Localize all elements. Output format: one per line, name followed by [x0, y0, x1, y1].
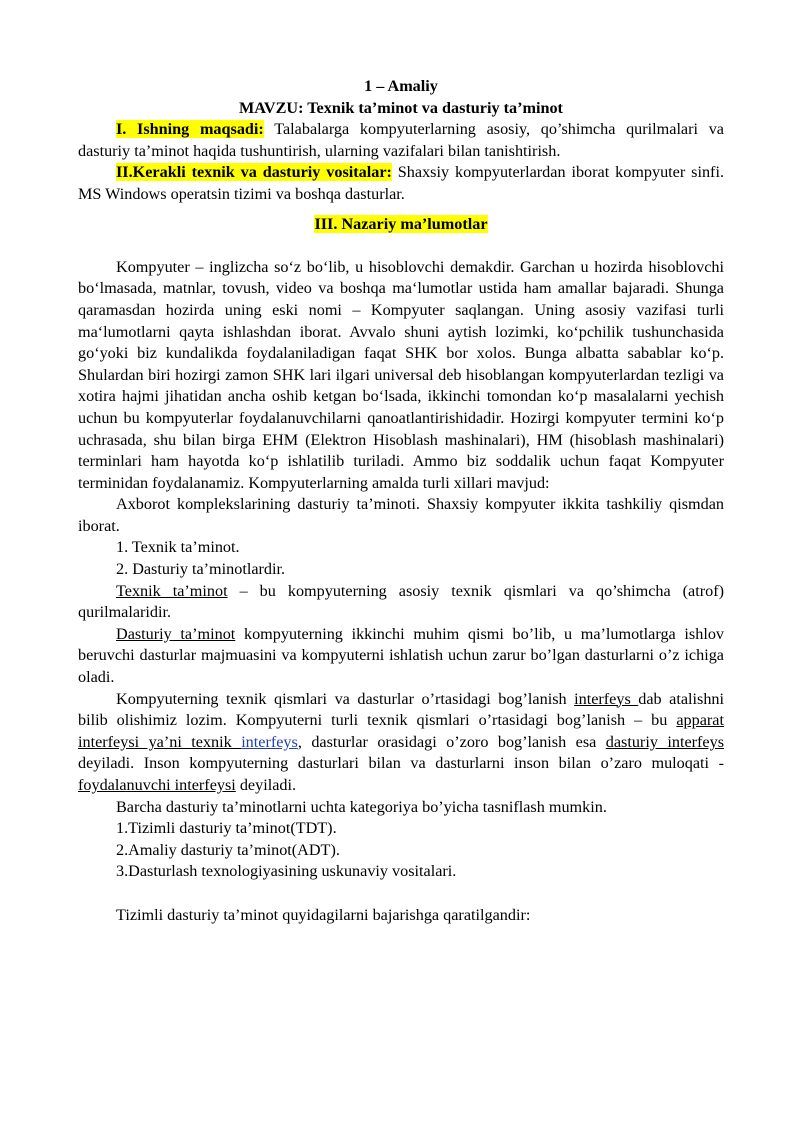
hardware-definition: Texnik ta’minot – bu kompyuterning asosiy texnik qismlari va qo’shimcha (atrof) qurilmalaridir.	[78, 581, 724, 622]
software-term: Dasturiy ta’minot	[116, 624, 236, 643]
list-item-technical: 1. Texnik ta’minot.	[116, 538, 240, 557]
goal-paragraph	[78, 119, 724, 162]
hardware-term: Texnik ta’minot	[116, 581, 228, 600]
software-interface-term: dasturiy interfeys	[605, 732, 724, 751]
software-intro-paragraph: Axborot komplekslarining dasturiy ta’minoti. Shaxsiy kompyuter ikkita tashkiliy qismdan iborat.	[78, 495, 724, 535]
category-item-tools: 3.Dasturlash texnologiyasining uskunaviy vositalari.	[116, 862, 457, 881]
hardware-interface-term: apparat interfeysi ya’ni texnik	[78, 711, 724, 751]
document-page	[78, 76, 724, 926]
interface-term: interfeys	[574, 689, 639, 708]
list-item-software: 2. Dasturiy ta’minotlardir.	[116, 560, 286, 579]
software-definition: Dasturiy ta’minot kompyuterning ikkinchi muhim qismi bo’lib, u ma’lumotlarga ishlov beruvchi dasturlar majmuasini va kompyuterni ishlatish uchun zarur bo’lgan dasturlarni o’z ichiga oladi.	[78, 624, 725, 687]
topic-title: MAVZU: Texnik ta’minot va dasturiy ta’minot	[239, 98, 563, 117]
categories-intro: Barcha dasturiy ta’minotlarni uchta kategoriya bo’yicha tasniflash mumkin.	[116, 797, 607, 816]
interface-paragraph: Kompyuterning texnik qismlari va dasturlar o’rtasidagi bog’lanish interfeys dab atalishni bilib olishimiz lozim. Kompyuterni turli texnik qismlari o’rtasidagi bog’lanish – bu apparat interfeysi ya’ni texnik interfeys, dasturlar orasidagi o’zoro bog’lanish esa dasturiy interfeys deyiladi. Inson kompyuterning dasturlari bilan va dasturlarni inson bilan o’zaro muloqati -foydalanuvchi interfeysi deyiladi.	[78, 689, 724, 794]
system-software-paragraph: Tizimli dasturiy ta’minot quyidagilarni bajarishga qaratilgandir:	[116, 905, 531, 924]
theory-heading: III. Nazariy ma’lumotlar	[314, 214, 488, 233]
tools-paragraph	[78, 162, 724, 205]
tools-label: II.Kerakli texnik va dasturiy vositalar:	[116, 163, 392, 182]
category-item-applied: 2.Amaliy dasturiy ta’minot(ADT).	[116, 840, 340, 859]
goal-label: I. Ishning maqsadi:	[116, 120, 264, 139]
lesson-number: 1 – Amaliy	[364, 77, 438, 95]
goal-text: Talabalarga kompyuterlarning asosiy, qo’shimcha qurilmalari va dasturiy ta’minot haqida tushuntirish, ularning vazifalari bilan tanishtirish.	[78, 120, 724, 160]
interface-link[interactable]: interfeys	[241, 732, 298, 751]
computer-paragraph: Kompyuter – inglizcha so‘z bo‘lib, u hisoblovchi demakdir. Garchan u hozirda hisoblovchi bo‘lmasada, matnlar, tovush, video va boshqa ma‘lumotlar ustida ham amallar bajaradi. Shunga qaramasdan hozirda uning eski nomi – Kompyuter saqlangan. Uning asosiy vazifasi turli ma‘lumotlarni qayta ishlashdan iborat. Avvalo shuni aytish lozimki, ko‘pchilik tushunchasida go‘yoki biz kundalikda foydalaniladigan faqat SHK bor xolos. Bunga albatta sabablar ko‘p. Shulardan biri hozirgi zamon SHK lari ilgari universal deb hisoblangan kompyuterlardan tezligi va xotira hajmi jihatidan ancha oshib ketgan bo‘lsada, ikkinchi tomondan ko‘p masalalarni yechish uchun bu kompyuterlar foydalanuvchilarni qanoatlantirishidadir. Hozirgi kompyuter termini ko‘p uchrasada, shu bilan birga EHM (Elektron Hisoblash mashinalari), HM (hisoblash mashinalari) terminlari ham hayotda ko‘p ishlatilib turiladi. Ammo biz soddalik uchun faqat Kompyuter terminidan foydalanamiz. Kompyuterlarning amalda turli xillari mavjud:	[78, 257, 724, 492]
tools-text: Shaxsiy kompyuterlardan iborat kompyuter sinfi. MS Windows operatsin tizimi va boshqa dasturlar.	[78, 163, 724, 203]
category-item-system: 1.Tizimli dasturiy ta’minot(TDT).	[116, 819, 337, 838]
user-interface-term: foydalanuvchi interfeysi	[78, 776, 236, 794]
